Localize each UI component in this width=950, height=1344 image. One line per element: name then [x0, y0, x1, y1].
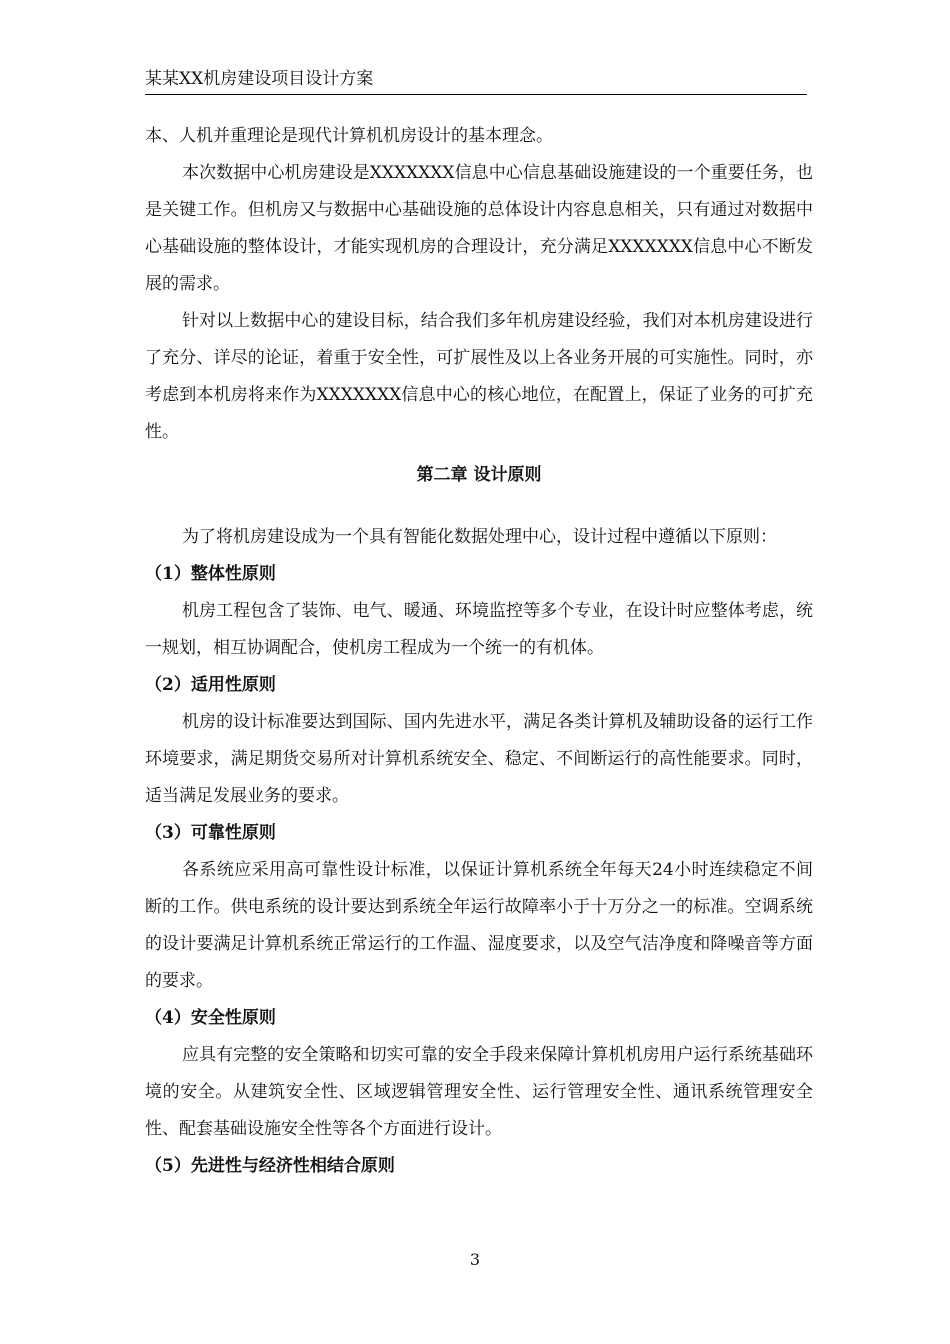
paragraph-goals: 针对以上数据中心的建设目标，结合我们多年机房建设经验，我们对本机房建设进行了充分、详尽的论证，着重于安全性，可扩展性及以上各业务开展的可实施性。同时，亦考虑到本机房将来作为XXXXXXX信息中心的核心地位，在配置上，保证了业务的可扩充性。: [145, 311, 813, 442]
section-heading-security: （4）安全性原则: [145, 1008, 276, 1028]
chapter-title: 第二章 设计原则: [416, 465, 542, 485]
section-text-reliability: 各系统应采用高可靠性设计标准，以保证计算机系统全年每天24小时连续稳定不间断的工作。供电系统的设计要达到系统全年运行故障率小于十万分之一的标准。空调系统的设计要满足计算机系统正常运行的工作温、湿度要求，以及空气洁净度和降噪音等方面的要求。: [145, 860, 813, 991]
section-heading-advanced-economic: （5）先进性与经济性相结合原则: [145, 1156, 395, 1176]
section-heading-applicability: （2）适用性原则: [145, 675, 276, 695]
section-text-applicability: 机房的设计标准要达到国际、国内先进水平，满足各类计算机及辅助设备的运行工作环境要求，满足期货交易所对计算机系统安全、稳定、不间断运行的高性能要求。同时，适当满足发展业务的要求。: [145, 712, 813, 806]
chapter-intro: 为了将机房建设成为一个具有智能化数据处理中心，设计过程中遵循以下原则：: [182, 527, 777, 547]
paragraph-continuation: 本、人机并重理论是现代计算机机房设计的基本理念。: [145, 126, 553, 146]
document-title: 某某XX机房建设项目设计方案: [145, 69, 374, 89]
document-body: [145, 118, 813, 1185]
paragraph-construction: 本次数据中心机房建设是XXXXXXX信息中心信息基础设施建设的一个重要任务，也是关键工作。但机房又与数据中心基础设施的总体设计内容息息相关，只有通过对数据中心基础设施的整体设计，才能实现机房的合理设计，充分满足XXXXXXX信息中心不断发展的需求。: [145, 163, 813, 294]
section-heading-integrity: （1）整体性原则: [145, 564, 276, 584]
section-text-security: 应具有完整的安全策略和切实可靠的安全手段来保障计算机机房用户运行系统基础环境的安全。从建筑安全性、区域逻辑管理安全性、运行管理安全性、通讯系统管理安全性、配套基础设施安全性等各个方面进行设计。: [145, 1045, 813, 1139]
page-header: [145, 68, 807, 95]
page-number: 3: [469, 1250, 481, 1269]
section-text-integrity: 机房工程包含了装饰、电气、暖通、环境监控等多个专业，在设计时应整体考虑，统一规划，相互协调配合，使机房工程成为一个统一的有机体。: [145, 601, 813, 658]
section-heading-reliability: （3）可靠性原则: [145, 823, 276, 843]
